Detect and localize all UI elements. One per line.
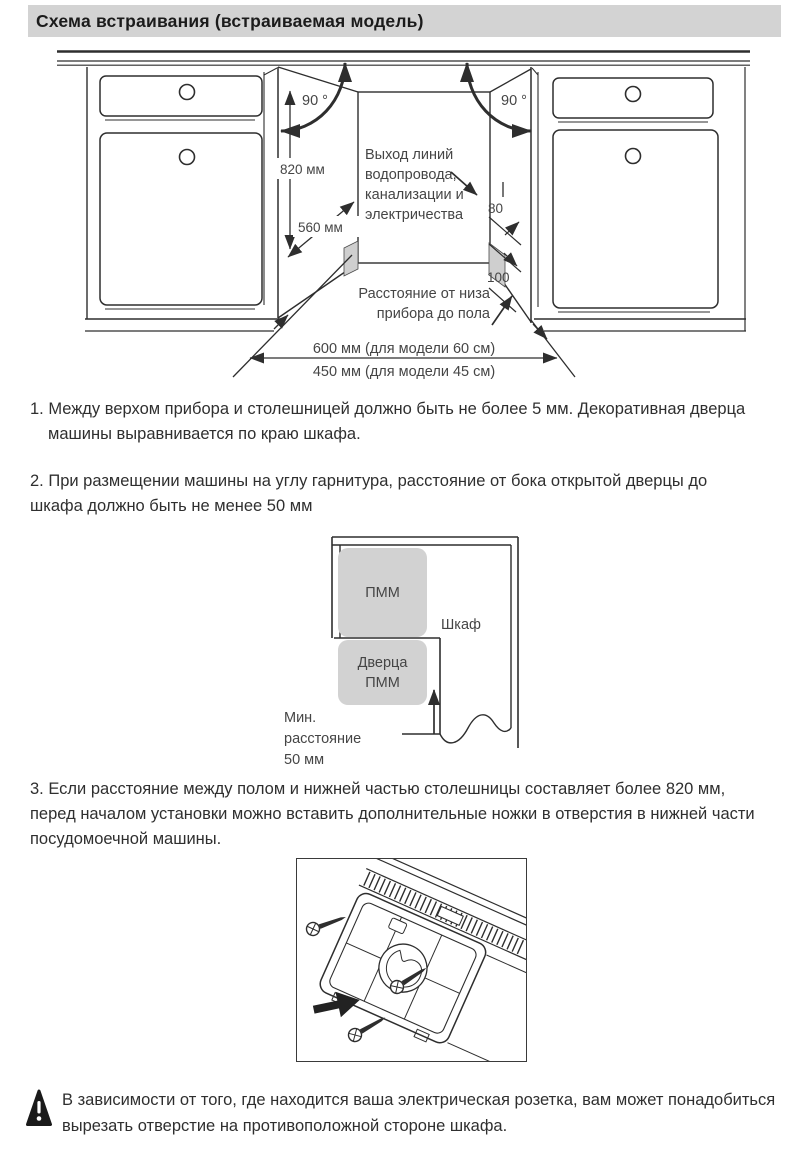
- built-in-installation-diagram: [0, 45, 809, 390]
- right-cabinet: [532, 67, 746, 331]
- dim-width: [250, 341, 557, 380]
- left-cabinet: [85, 67, 285, 331]
- utility-note-line1: Выход линий: [365, 147, 454, 163]
- drawer-knob: [180, 85, 195, 100]
- dim-80-label: 80: [488, 201, 504, 216]
- instruction-2: 2. При размещении машины на углу гарнитура, расстояние от бока открытой дверцы до шкафа должно быть не менее 50 мм: [30, 472, 708, 515]
- floor-note-line2: прибора до пола: [376, 306, 490, 322]
- instruction-1: 1. Между верхом прибора и столешницей должно быть не более 5 мм. Декоративная дверца машины выравнивается по краю шкафа.: [30, 400, 746, 443]
- utility-note: [365, 147, 477, 223]
- utility-note-line4: электричества: [365, 207, 464, 223]
- floor-note-line1: Расстояние от низа: [358, 286, 490, 302]
- cabinet-label: Шкаф: [441, 617, 481, 633]
- countertop: [57, 52, 750, 66]
- dishwasher-underside-drawing: [297, 859, 526, 1061]
- floor-distance-note: [358, 286, 512, 325]
- dim-100-label: 100: [487, 270, 510, 285]
- drawer-knob: [626, 87, 641, 102]
- door-block-label-line2: ПММ: [365, 675, 400, 691]
- dim-450-label: 450 мм (для модели 45 см): [312, 364, 496, 380]
- page-title: Схема встраивания (встраиваемая модель): [36, 11, 424, 31]
- warning-text: В зависимости от того, где находится ваша электрическая розетка, вам может понадобиться вырезать отверстие на противоположной стороне шкафа.: [62, 1091, 776, 1135]
- min-distance-line3: 50 мм: [284, 752, 325, 768]
- door-block-label-line1: Дверца: [357, 655, 408, 671]
- dim-560-label: 560 мм: [298, 220, 343, 235]
- corner-installation-diagram: [270, 530, 530, 775]
- warning-note: [26, 1088, 790, 1139]
- door-knob: [180, 150, 195, 165]
- door-swing-right: [467, 63, 531, 131]
- min-distance-line2: расстояние: [284, 731, 362, 747]
- instruction-3: 3. Если расстояние между полом и нижней частью столешницы составляет более 820 мм, перед началом установки можно вставить дополнительные ножки в отверстия в нижней части посудомоечной машины.: [30, 780, 755, 848]
- dishwasher-block-label: ПММ: [365, 585, 400, 601]
- dim-600-label: 600 мм (для модели 60 см): [312, 341, 496, 357]
- angle-right-label: 90 °: [501, 93, 527, 109]
- feet-installation-figure: [296, 858, 527, 1062]
- dim-820-label: 820 мм: [280, 162, 325, 177]
- warning-icon: [26, 1088, 52, 1128]
- door-knob: [626, 149, 641, 164]
- dim-80-100: [487, 182, 521, 312]
- utility-zone-left: [344, 241, 358, 276]
- section-title-bar: [28, 5, 781, 37]
- utility-note-line2: водопровода,: [365, 167, 457, 183]
- utility-note-line3: канализации и: [365, 187, 464, 203]
- dishwasher-door-block: [338, 640, 427, 705]
- min-distance-line1: Мин.: [284, 710, 317, 726]
- angle-left-label: 90 °: [302, 93, 328, 109]
